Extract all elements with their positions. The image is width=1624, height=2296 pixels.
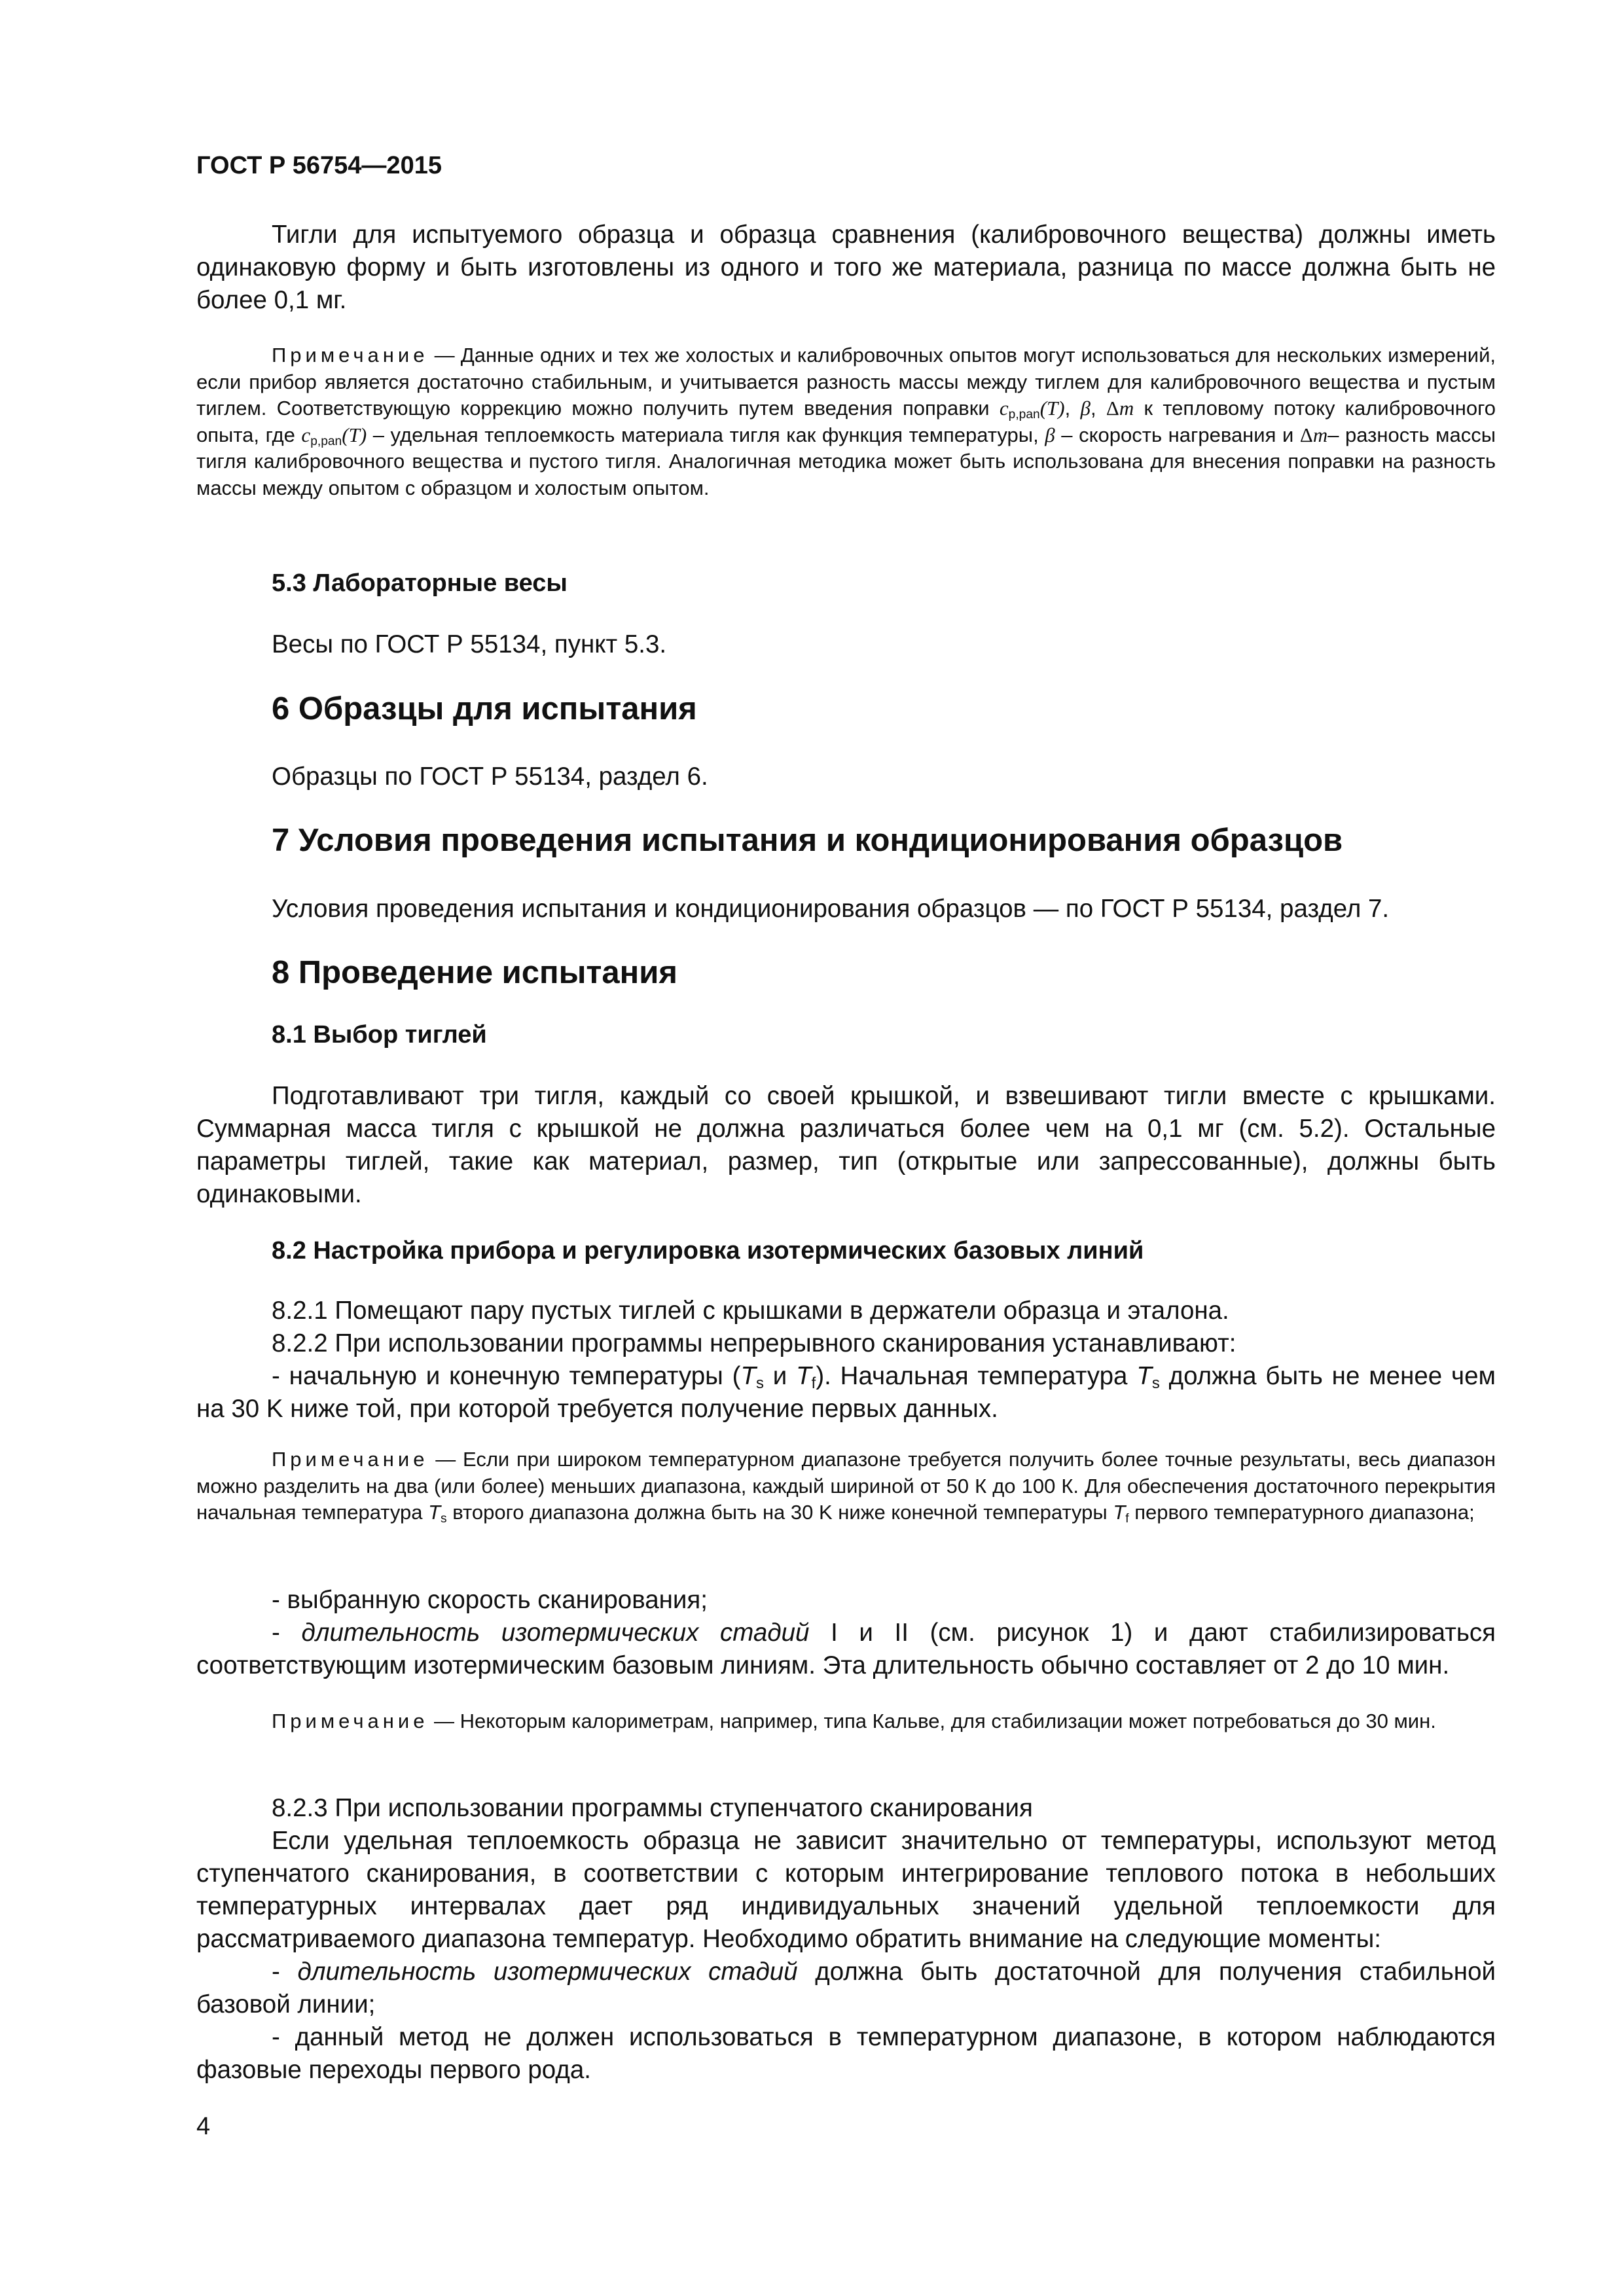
section-8-1-title: 8.1 Выбор тиглей bbox=[272, 1021, 487, 1049]
section-7-title: 7 Условия проведения испытания и кондиционирования образцов bbox=[272, 823, 1343, 858]
list-item-phase-transitions: - данный метод не должен использоваться в температурном диапазоне, в котором наблюдаются фазовые переходы первого рода. bbox=[196, 2023, 1496, 2084]
document-header bbox=[196, 152, 1496, 180]
paragraph-crucibles: Тигли для испытуемого образца и образца сравнения (калибровочного вещества) должны иметь одинаковую форму и быть изготовлены из одного и того же материала, разница по массе должна быть не более 0,1 мг. bbox=[196, 221, 1496, 314]
clause-8-2-2: 8.2.2 При использовании программы непрерывного сканирования устанавливают: bbox=[272, 1329, 1236, 1357]
list-item-isothermal: - длительность изотермических стадий I и II (см. рисунок 1) и дают стабилизироваться соответствующим изотермическим базовым линиям. Эта длительность обычно составляет от 2 до 10 мин. bbox=[196, 1619, 1496, 1679]
section-8-2-title: 8.2 Настройка прибора и регулировка изотермических базовых линий bbox=[272, 1237, 1144, 1265]
section-5-3-text: Весы по ГОСТ Р 55134, пункт 5.3. bbox=[272, 630, 667, 658]
note-2: Примечание — Если при широком температурном диапазоне требуется получить более точные результаты, весь диапазон можно разделить на два (или более) меньших диапазона, каждый шириной от 50 К до 100 К. Для обеспечения достаточного перекрытия начальная температура $T_s$ второго диапазона должна быть на 30 K ниже конечной температуры $T_f$ первого температурного диапазона; bbox=[196, 1448, 1496, 1526]
section-8-1-text: Подготавливают три тигля, каждый со своей крышкой, и взвешивают тигли вместе с крышками. Суммарная масса тигля с крышкой не должна различаться более чем на 0,1 мг (см. 5.2). Остальные параметры тиглей, такие как материал, размер, тип (открытые или запрессованные), должны быть одинаковыми. bbox=[196, 1082, 1496, 1208]
paragraph-step-scan: Если удельная теплоемкость образца не зависит значительно от температуры, используют метод ступенчатого сканирования, в соответствии с которым интегрирование теплового потока в небольших температурных интервалах дает ряд индивидуальных значений удельной теплоемкости для рассматриваемого диапазона температур. Необходимо обратить внимание на следующие моменты: bbox=[196, 1827, 1496, 1953]
document-number: ГОСТ Р 56754—2015 bbox=[196, 152, 442, 179]
note-label: Примечание bbox=[272, 1448, 429, 1471]
section-8-2-body bbox=[196, 1295, 1496, 1426]
clause-8-2-1: 8.2.1 Помещают пару пустых тиглей с крышками в держатели образца и эталона. bbox=[272, 1297, 1229, 1325]
section-6-text: Образцы по ГОСТ Р 55134, раздел 6. bbox=[272, 762, 708, 791]
note-label: Примечание bbox=[272, 344, 429, 367]
section-8-title: 8 Проведение испытания bbox=[272, 955, 677, 990]
list-item-temperatures: - начальную и конечную температуры ($T_s$ и $T_f$). Начальная температура $T_s$ должна быть не менее чем на 30 K ниже той, при которой требуется получение первых данных. bbox=[196, 1362, 1496, 1423]
section-5-3-title: 5.3 Лабораторные весы bbox=[272, 569, 568, 597]
list-scan-settings bbox=[196, 1584, 1496, 1682]
section-6-title: 6 Образцы для испытания bbox=[272, 691, 697, 726]
list-item-scan-rate: - выбранную скорость сканирования; bbox=[272, 1586, 708, 1614]
note-1: Примечание — Данные одних и тех же холостых и калибровочных опытов могут использоваться для нескольких измерений, если прибор является достаточно стабильным, и учитывается разность массы между тиглем для калибровочного вещества и пустым тиглем. Соответствующую коррекцию можно получить путем введения поправки $c_{p,pan}(T)$, β, Δm к тепловому потоку калибровочного опыта, где $c_{p,pan}(T)$ – удельная теплоемкость материала тигля как функция температуры, β – скорость нагревания и Δm– разность массы тигля калибровочного вещества и пустого тигля. Аналогичная методика может быть использована для внесения поправки на разность массы между опытом с образцом и холостым опытом. bbox=[196, 344, 1496, 499]
note-3: Примечание — Некоторым калориметрам, например, типа Кальве, для стабилизации может потребоваться до 30 мин. bbox=[272, 1710, 1436, 1732]
list-item-duration: - длительность изотермических стадий должна быть достаточной для получения стабильной базовой линии; bbox=[196, 1958, 1496, 2018]
clause-8-2-3: 8.2.3 При использовании программы ступенчатого сканирования bbox=[272, 1794, 1033, 1822]
section-7-text: Условия проведения испытания и кондиционирования образцов — по ГОСТ Р 55134, раздел 7. bbox=[272, 895, 1390, 923]
section-8-2-3 bbox=[196, 1792, 1496, 2087]
page-number: 4 bbox=[196, 2113, 211, 2140]
note-label: Примечание bbox=[272, 1710, 429, 1732]
